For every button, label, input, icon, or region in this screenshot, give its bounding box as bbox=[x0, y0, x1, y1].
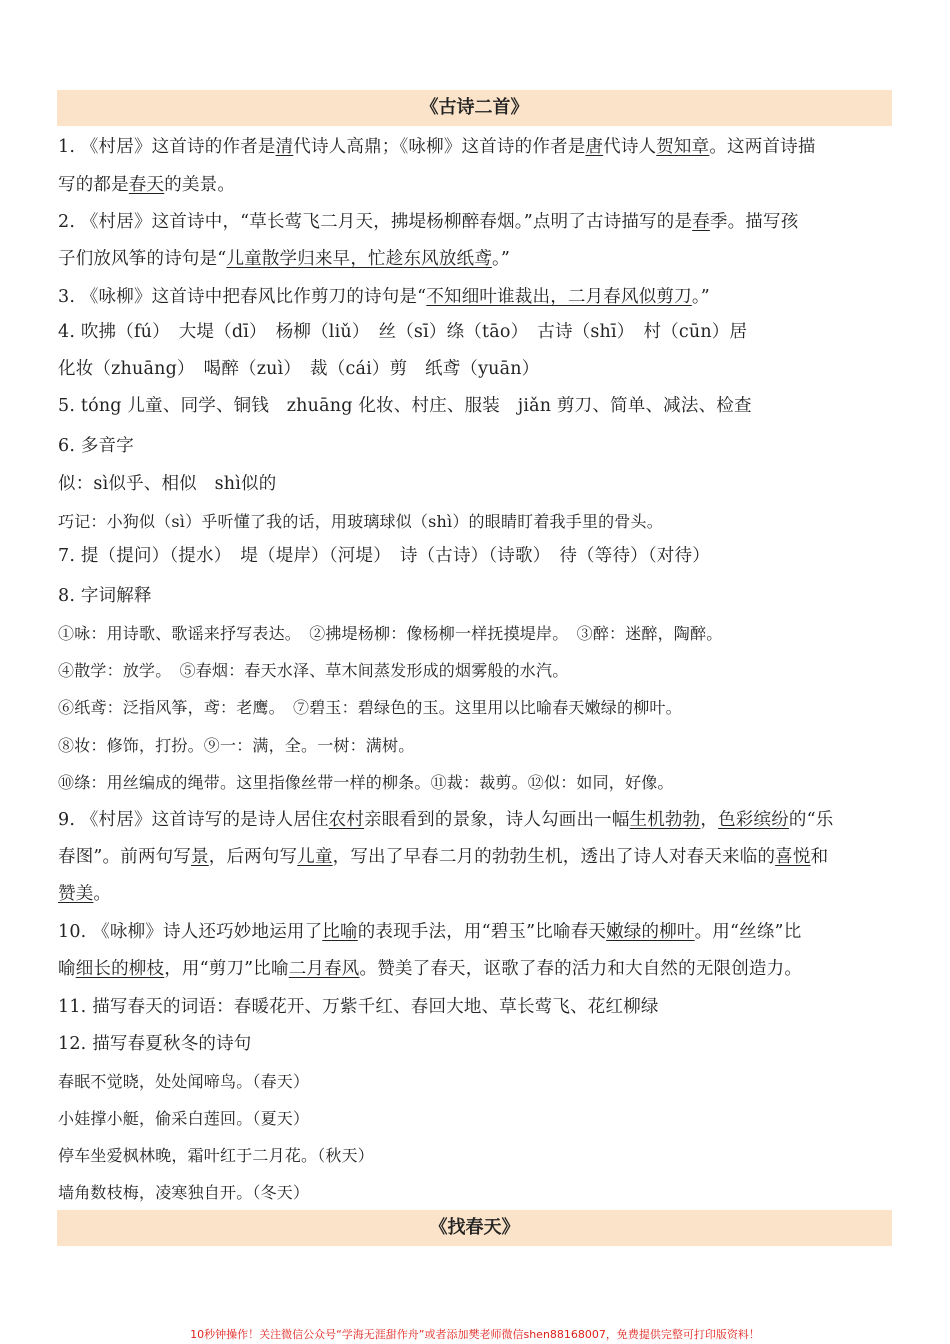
answer: 儿童 bbox=[297, 847, 333, 867]
text: 代诗人高鼎；《咏柳》这首诗的作者是 bbox=[293, 137, 586, 157]
text: 2. 《村居》这首诗中，“草长莺飞二月天，拂堤杨柳醉春烟。”点明了古诗描写的是 bbox=[58, 212, 693, 232]
question-9-line-2 bbox=[58, 843, 894, 868]
text: 喻 bbox=[58, 959, 76, 979]
question-8-line-1: ①咏：用诗歌、歌谣来抒写表达。 ②拂堤杨柳：像杨柳一样抚摸堤岸。 ③醉：迷醉，陶醉。 bbox=[58, 624, 723, 643]
text: 。这两首诗描 bbox=[709, 137, 816, 157]
answer: 不知细叶谁裁出，二月春风似剪刀 bbox=[426, 287, 692, 307]
text: 。” bbox=[691, 287, 710, 307]
text: 9. 《村居》这首诗写的是诗人居住 bbox=[58, 810, 329, 830]
question-5: 5. tóng 儿童、同学、铜钱 zhuāng 化妆、村庄、服装 jiǎn 剪刀、简单、减法、检查 bbox=[58, 396, 752, 416]
answer: 嫩绿的柳叶 bbox=[606, 922, 695, 942]
section-title-find-spring: 《找春天》 bbox=[57, 1210, 892, 1246]
text: 。用“丝绦”比 bbox=[694, 922, 802, 942]
answer: 清 bbox=[275, 137, 294, 157]
question-9-line-3 bbox=[58, 880, 894, 905]
text: ，用“剪刀”比喻 bbox=[164, 959, 289, 979]
text: 和 bbox=[810, 847, 829, 867]
section-title-ancient-poems: 《古诗二首》 bbox=[57, 90, 892, 126]
answer: 贺知章 bbox=[656, 137, 710, 157]
question-4-line-1: 4. 吹拂（fú） 大堤（dī） 杨柳（liǔ） 丝（sī）绦（tāo） 古诗（shī） 村（cūn）居 bbox=[58, 322, 748, 342]
text: ，后两句写 bbox=[208, 847, 298, 867]
poem-winter: 墙角数枝梅，凌寒独自开。（冬天） bbox=[58, 1183, 310, 1202]
text: 。赞美了春天，讴歌了春的活力和大自然的无限创造力。 bbox=[359, 959, 803, 979]
text: ， bbox=[700, 810, 719, 830]
answer: 农村 bbox=[328, 810, 365, 830]
answer: 细长的柳枝 bbox=[75, 959, 165, 979]
answer: 赞美 bbox=[58, 884, 94, 904]
question-7: 7. 提（提问）（提水） 堤（堤岸）（河堤） 诗（古诗）（诗歌） 待（等待）（对待） bbox=[58, 546, 710, 566]
text: ，写出了早春二月的勃勃生机，透出了诗人对春天来临的 bbox=[332, 847, 776, 867]
answer: 喜悦 bbox=[775, 847, 811, 867]
question-11: 11. 描写春天的词语：春暖花开、万紫千红、春回大地、草长莺飞、花红柳绿 bbox=[58, 997, 659, 1017]
answer: 春天 bbox=[128, 175, 165, 195]
poem-spring: 春眠不觉晓，处处闻啼鸟。（春天） bbox=[58, 1072, 310, 1091]
answer: 生机勃勃 bbox=[629, 810, 701, 830]
poem-summer: 小娃撑小艇，偷采白莲回。（夏天） bbox=[58, 1109, 310, 1128]
question-4-line-2: 化妆（zhuāng） 喝醉（zuì） 裁（cái）剪 纸鸢（yuān） bbox=[58, 359, 540, 379]
question-8-line-2: ④散学：放学。 ⑤春烟：春天水泽、草木间蒸发形成的烟雾般的水汽。 bbox=[58, 661, 569, 680]
answer: 唐 bbox=[585, 137, 604, 157]
question-2-line-1 bbox=[58, 208, 894, 233]
text: 写的都是 bbox=[58, 175, 129, 195]
question-8-line-3: ⑥纸鸢：泛指风筝，鸢：老鹰。 ⑦碧玉：碧绿色的玉。这里用以比喻春天嫩绿的柳叶。 bbox=[58, 698, 682, 717]
question-1-line-2 bbox=[58, 171, 894, 196]
footer-notice: 10秒钟操作！关注微信公众号“学海无涯甜作舟”或者添加樊老师微信shen88168007，免费提供完整可打印版资料！ bbox=[190, 1328, 760, 1341]
question-3 bbox=[58, 283, 894, 308]
text: 的美景。 bbox=[164, 175, 236, 195]
text: 的表现手法，用“碧玉”比喻春天 bbox=[357, 922, 607, 942]
question-6-polyphone: 似：sì似乎、相似 shì似的 bbox=[58, 474, 277, 494]
answer: 儿童散学归来早，忙趁东风放纸鸢 bbox=[226, 249, 492, 269]
answer: 比喻 bbox=[322, 922, 358, 942]
text: 的“乐 bbox=[788, 810, 834, 830]
text: 春图”。前两句写 bbox=[58, 847, 192, 867]
question-6-mnemonic: 巧记：小狗似（sì）乎听懂了我的话，用玻璃球似（shì）的眼睛盯着我手里的骨头。 bbox=[58, 512, 663, 531]
question-10-line-2 bbox=[58, 955, 894, 980]
question-6-title: 6. 多音字 bbox=[58, 436, 134, 456]
poem-autumn: 停车坐爱枫林晚，霜叶红于二月花。（秋天） bbox=[58, 1146, 375, 1165]
question-10-line-1 bbox=[58, 918, 894, 943]
text: 10. 《咏柳》诗人还巧妙地运用了 bbox=[58, 922, 323, 942]
answer: 色彩缤纷 bbox=[718, 810, 789, 830]
text: 季。描写孩 bbox=[709, 212, 799, 232]
question-9-line-1 bbox=[58, 806, 894, 831]
question-1-line-1 bbox=[58, 133, 894, 158]
answer: 春 bbox=[692, 212, 710, 232]
answer: 景 bbox=[191, 847, 209, 867]
question-2-line-2 bbox=[58, 245, 894, 270]
text: 3. 《咏柳》这首诗中把春风比作剪刀的诗句是“ bbox=[58, 287, 427, 307]
text: 。” bbox=[491, 249, 511, 269]
question-12-title: 12. 描写春夏秋冬的诗句 bbox=[58, 1034, 252, 1054]
text: 1. 《村居》这首诗的作者是 bbox=[58, 137, 276, 157]
text: 。 bbox=[93, 884, 112, 904]
text: 代诗人 bbox=[603, 137, 657, 157]
question-8-title: 8. 字词解释 bbox=[58, 586, 152, 606]
answer: 二月春风 bbox=[288, 959, 360, 979]
text: 子们放风筝的诗句是“ bbox=[58, 249, 227, 269]
text: 亲眼看到的景象，诗人勾画出一幅 bbox=[364, 810, 630, 830]
question-8-line-4: ⑧妆：修饰，打扮。⑨一：满，全。一树：满树。 bbox=[58, 736, 415, 755]
question-8-line-5: ⑩绦：用丝编成的绳带。这里指像丝带一样的柳条。⑪裁：裁剪。⑫似：如同，好像。 bbox=[58, 773, 674, 792]
